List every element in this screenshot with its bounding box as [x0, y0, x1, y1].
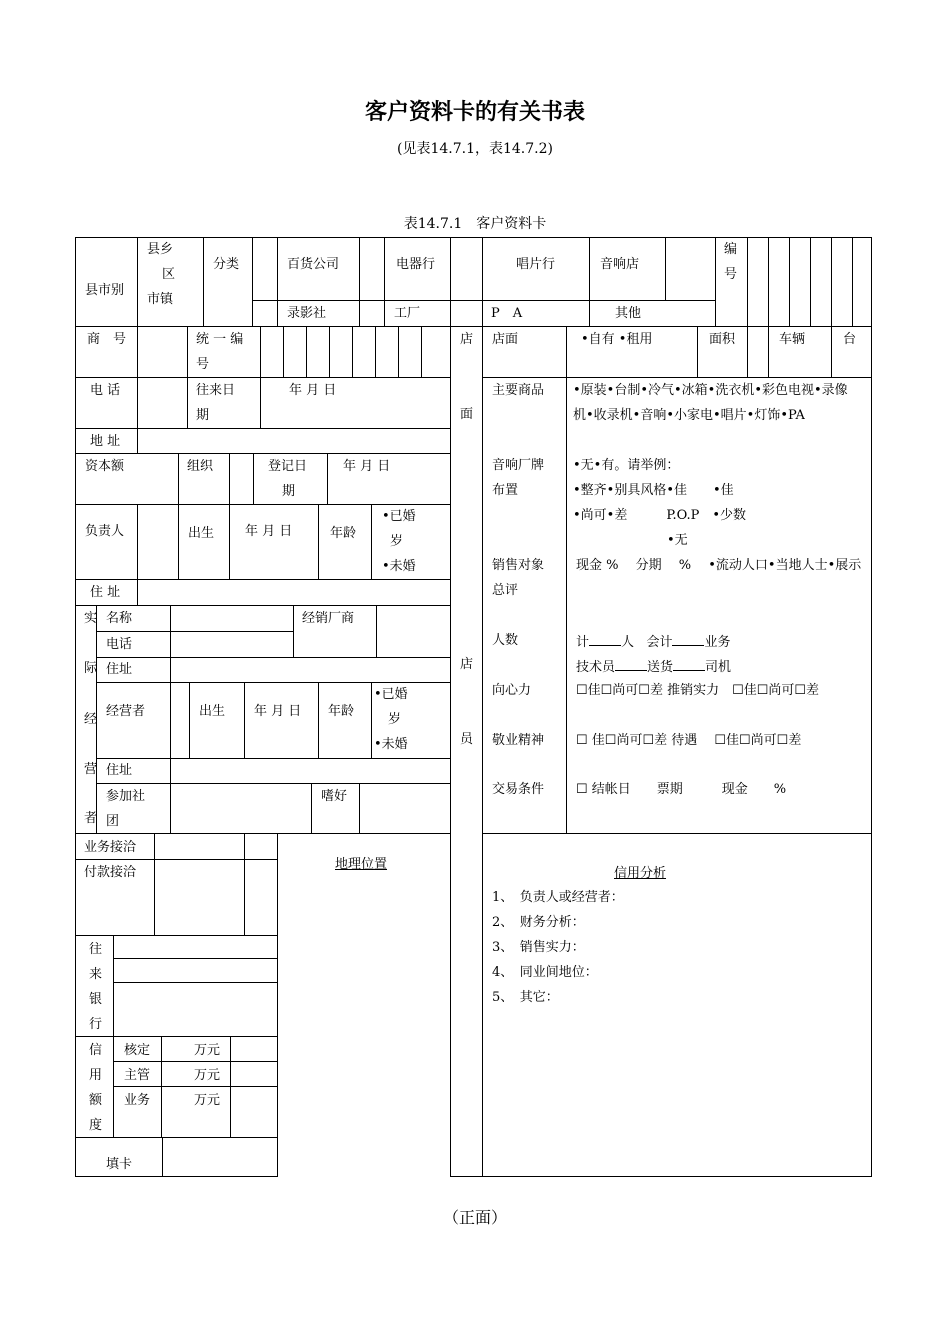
contact-date-label-1: 往来日: [196, 383, 236, 398]
analysis-item-1: 1、 负责人或经营者：: [492, 890, 624, 905]
vehicle-label: 车辆: [779, 332, 806, 347]
actual-operator-label-4: 营: [84, 762, 98, 777]
op-birth-date-value: 年 月 日: [254, 704, 302, 719]
trade-terms-line: ☐ 结帐日 票期 现金 %: [576, 782, 787, 797]
banks-label-3: 银: [89, 992, 103, 1007]
appliance-store-option: 电器行: [396, 257, 436, 272]
birth-date-value: 年 月 日: [245, 524, 293, 539]
op-birth-label: 出生: [199, 704, 226, 719]
location-label: 地理位置: [335, 857, 388, 872]
audio-store-option: 音响店: [600, 257, 640, 272]
credit-approve-unit: 万元: [194, 1043, 221, 1058]
headcount-delivery-blank[interactable]: [673, 657, 705, 671]
op-residence-label: 住址: [106, 763, 133, 778]
op-address-label: 住址: [106, 662, 133, 677]
credit-label-2: 用: [89, 1068, 103, 1083]
factory-option: 工厂: [394, 306, 421, 321]
audio-brand-line-3: •尚可•差 P.O.P •少数: [573, 508, 747, 523]
banks-label-1: 往: [89, 942, 103, 957]
unified-no-label-1: 统 一 编: [196, 332, 244, 347]
business-contact-label: 业务接洽: [84, 840, 137, 855]
dedication-label: 敬业精神: [492, 733, 545, 748]
credit-supervisor-unit: 万元: [194, 1068, 221, 1083]
loyalty-line: ☐佳☐尚可☐差 推销实力 ☐佳☐尚可☐差: [576, 683, 820, 698]
headcount-total-label: 计: [576, 635, 590, 650]
credit-label-4: 度: [89, 1118, 103, 1133]
dealer-mfr-label: 经销厂商: [302, 611, 355, 626]
shop-name-label: 商 号: [87, 332, 127, 347]
organization-label: 组织: [187, 459, 214, 474]
married-option: •已婚: [382, 509, 416, 524]
credit-approve-label: 核定: [124, 1043, 151, 1058]
headcount-business-label: 业务: [704, 635, 731, 650]
vehicle-unit: 台: [843, 332, 857, 347]
audio-brand-line-1: •无•有。请举例：: [573, 458, 680, 473]
analysis-item-5: 5、 其它：: [492, 990, 559, 1005]
credit-label-1: 信: [89, 1043, 103, 1058]
document-title: 客户资料卡的有关书表: [364, 100, 585, 125]
sales-target-label-2: 总评: [492, 583, 519, 598]
credit-analysis-label: 信用分析: [614, 866, 667, 881]
trade-terms-label: 交易条件: [492, 782, 545, 797]
reg-date-label-1: 登记日: [268, 459, 308, 474]
sales-target-line: 现金 % 分期 % •流动人口•当地人士•展示: [576, 558, 862, 573]
op-married-option: •已婚: [374, 687, 408, 702]
headcount-label: 人数: [492, 633, 519, 648]
table-caption: 表14.7.1 客户资料卡: [403, 216, 547, 232]
headcount-line-1: [576, 632, 730, 652]
credit-business-unit: 万元: [194, 1093, 221, 1108]
op-age-label: 年龄: [328, 704, 355, 719]
age-unit: 岁: [390, 534, 404, 549]
staff-label-2: 员: [460, 732, 474, 747]
storefront-label: 店面: [492, 332, 519, 347]
county-town-label-2: 区: [162, 267, 176, 282]
audio-brand-line-2: •整齐•别具风格•佳 •佳: [573, 483, 734, 498]
club-label-2: 团: [106, 814, 120, 829]
op-name-label: 名称: [106, 611, 133, 626]
residence-label: 住 址: [90, 585, 121, 600]
fill-card-label: 填卡: [106, 1157, 133, 1172]
analysis-item-3: 3、 销售实力：: [492, 940, 585, 955]
headcount-delivery-label: 送货: [647, 660, 674, 675]
number-label-2: 号: [724, 267, 738, 282]
club-label-1: 参加社: [106, 789, 146, 804]
number-label-1: 编: [724, 242, 738, 257]
operator-label: 经营者: [106, 704, 146, 719]
headcount-accounting-label: 会计: [646, 635, 673, 650]
headcount-total-blank[interactable]: [589, 632, 621, 646]
age-label: 年龄: [330, 526, 357, 541]
analysis-item-4: 4、 同业间地位：: [492, 965, 598, 980]
contact-date-label-2: 期: [196, 408, 210, 423]
shop-label-2: 面: [460, 407, 474, 422]
page-footer: （正面）: [442, 1208, 507, 1227]
area-label: 面积: [709, 332, 736, 347]
headcount-tech-label: 技术员: [576, 660, 616, 675]
pa-option: P A: [491, 306, 523, 321]
reg-date-label-2: 期: [282, 484, 296, 499]
category-label: 分类: [213, 257, 240, 272]
person-in-charge-label: 负责人: [85, 524, 125, 539]
credit-supervisor-label: 主管: [124, 1068, 151, 1083]
video-club-option: 录影社: [287, 306, 327, 321]
contact-date-value: 年 月 日: [289, 383, 337, 398]
audio-brand-label-2: 布置: [492, 483, 519, 498]
banks-label-4: 行: [89, 1017, 103, 1032]
op-age-unit: 岁: [388, 712, 402, 727]
sales-target-label-1: 销售对象: [492, 558, 545, 573]
headcount-accounting-blank[interactable]: [672, 632, 704, 646]
analysis-item-2: 2、 财务分析：: [492, 915, 585, 930]
main-goods-label: 主要商品: [492, 383, 545, 398]
banks-label-2: 来: [89, 967, 103, 982]
headcount-line-2: [576, 657, 731, 677]
main-goods-line-1: •原装•台制•冷气•冰箱•洗衣机•彩色电视•录像: [573, 383, 848, 398]
actual-operator-label-3: 经: [84, 712, 98, 727]
unified-no-label-2: 号: [196, 357, 210, 372]
headcount-tech-blank[interactable]: [615, 657, 647, 671]
main-goods-line-2: 机•收录机•音响•小家电•唱片•灯饰•PA: [573, 408, 805, 423]
actual-operator-label-5: 者: [84, 811, 98, 826]
credit-business-label: 业务: [124, 1093, 151, 1108]
audio-brand-label-1: 音响厂牌: [492, 458, 545, 473]
credit-label-3: 额: [89, 1093, 103, 1108]
address-label: 地 址: [90, 434, 121, 449]
loyalty-label: 向心力: [492, 683, 532, 698]
county-city-label: 县市别: [85, 283, 125, 298]
op-unmarried-option: •未婚: [374, 737, 408, 752]
op-phone-label: 电话: [106, 637, 133, 652]
payment-contact-label: 付款接洽: [84, 865, 137, 880]
county-town-label-3: 市镇: [147, 292, 174, 307]
actual-operator-label-2: 际: [84, 661, 98, 676]
shop-label-1: 店: [460, 332, 474, 347]
headcount-driver-label: 司机: [705, 660, 732, 675]
hobby-label: 嗜好: [321, 789, 348, 804]
reg-date-value: 年 月 日: [343, 459, 391, 474]
birth-label: 出生: [188, 526, 215, 541]
audio-brand-line-4: •无: [667, 533, 688, 548]
actual-operator-label-1: 实: [84, 611, 98, 626]
unmarried-option: •未婚: [382, 559, 416, 574]
county-town-label-1: 县乡: [147, 242, 174, 257]
document-subtitle: (见表14.7.1，表14.7.2): [397, 141, 553, 157]
phone-label: 电 话: [90, 383, 121, 398]
capital-label: 资本额: [85, 459, 125, 474]
headcount-person-unit: 人: [621, 635, 635, 650]
own-rent-options: •自有 •租用: [581, 332, 653, 347]
dedication-line: ☐ 佳☐尚可☐差 待遇 ☐佳☐尚可☐差: [576, 733, 802, 748]
record-store-option: 唱片行: [516, 257, 556, 272]
other-option: 其他: [615, 306, 642, 321]
dept-store-option: 百货公司: [287, 257, 340, 272]
staff-label-1: 店: [460, 657, 474, 672]
